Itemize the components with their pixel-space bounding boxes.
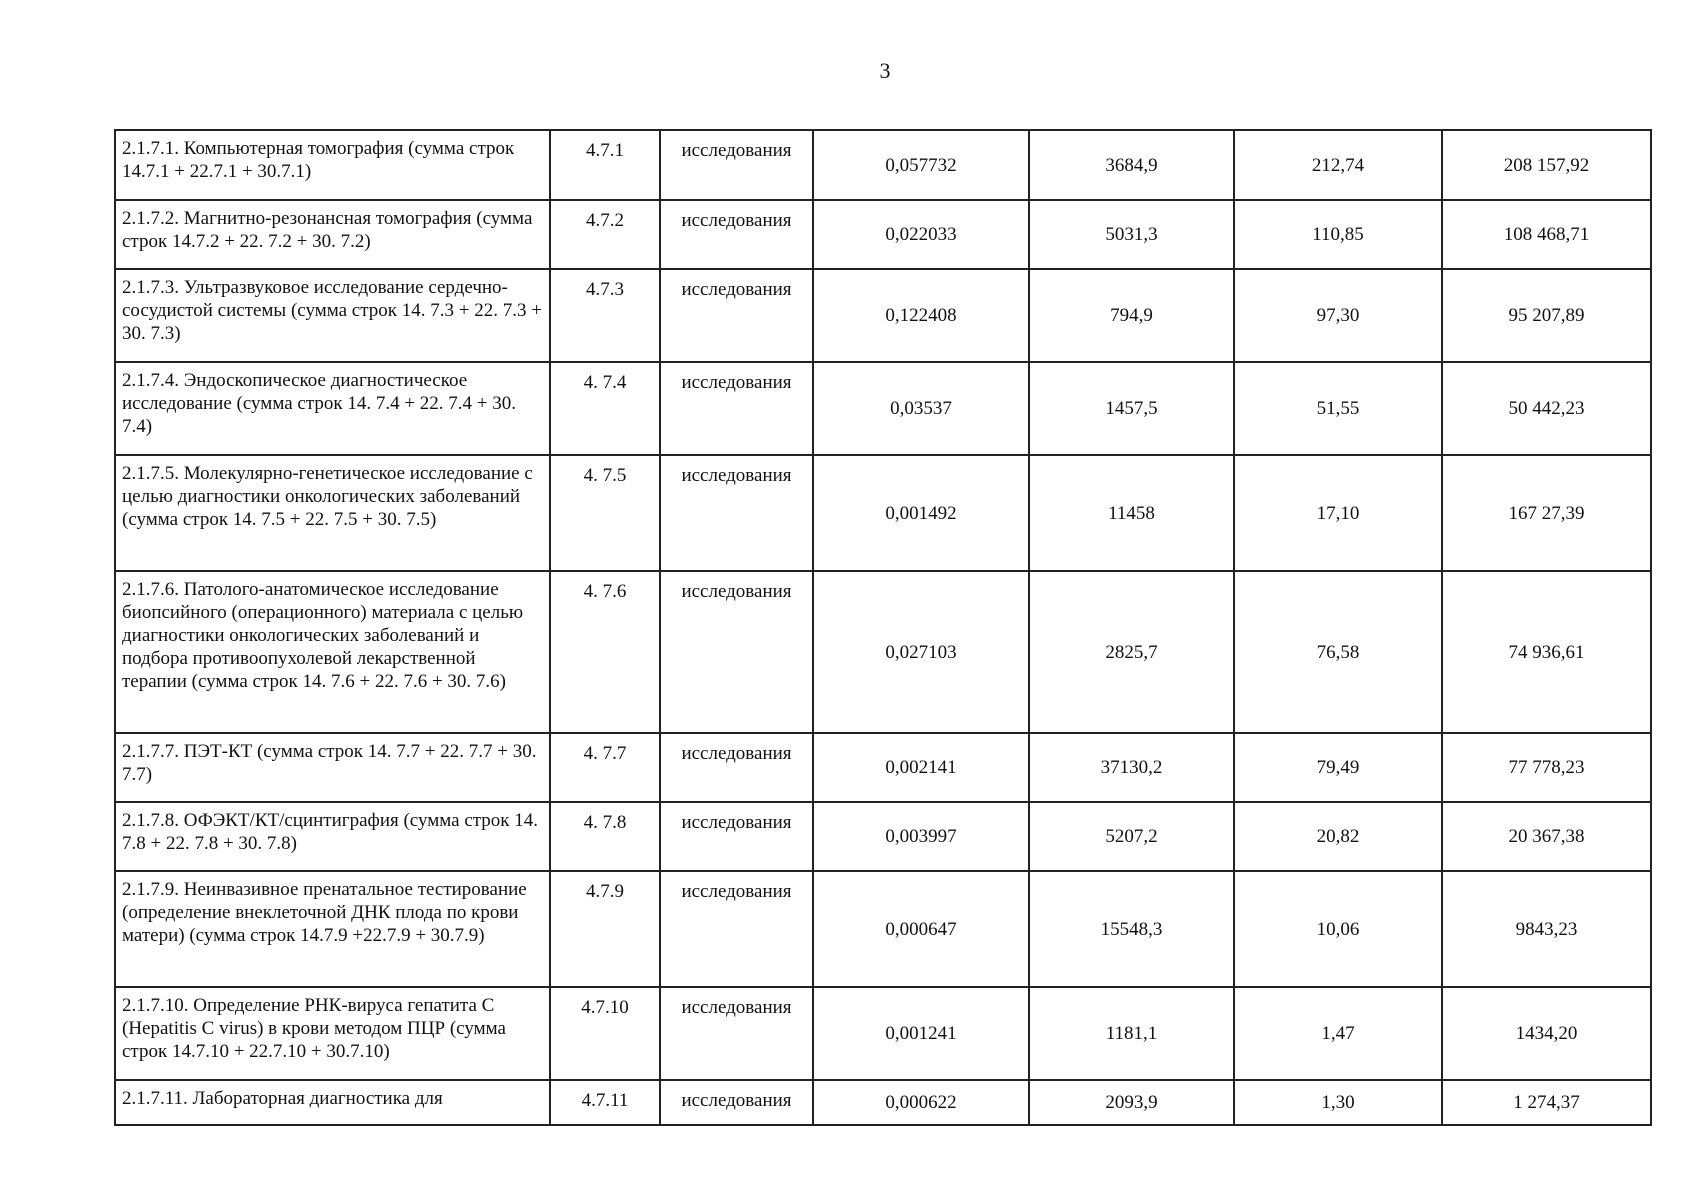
value-3: 51,55 (1234, 362, 1442, 455)
value-4: 77 778,23 (1442, 733, 1651, 802)
value-1: 0,001492 (813, 455, 1029, 571)
value-4: 50 442,23 (1442, 362, 1651, 455)
value-3: 20,82 (1234, 802, 1442, 871)
service-name: 2.1.7.4. Эндоскопическое диагностическое исследование (сумма строк 14. 7.4 + 22. 7.4 + 30. 7.4) (115, 362, 550, 455)
value-1: 0,022033 (813, 200, 1029, 269)
page-number: 3 (879, 58, 891, 83)
value-2: 5031,3 (1029, 200, 1234, 269)
unit-of-measure: исследования (660, 733, 813, 802)
row-code: 4.7.9 (550, 871, 660, 987)
value-3: 110,85 (1234, 200, 1442, 269)
unit-of-measure: исследования (660, 987, 813, 1080)
value-3: 17,10 (1234, 455, 1442, 571)
value-4: 1434,20 (1442, 987, 1651, 1080)
row-code: 4.7.3 (550, 269, 660, 362)
value-2: 2093,9 (1029, 1080, 1234, 1125)
value-1: 0,001241 (813, 987, 1029, 1080)
value-3: 79,49 (1234, 733, 1442, 802)
unit-of-measure: исследования (660, 455, 813, 571)
table-row (115, 362, 1651, 455)
service-name: 2.1.7.5. Молекулярно-генетическое исследование с целью диагностики онкологических заболеваний (сумма строк 14. 7.5 + 22. 7.5 + 30. 7.5) (115, 455, 550, 571)
service-name: 2.1.7.9. Неинвазивное пренатальное тестирование (определение внеклеточной ДНК плода по крови матери) (сумма строк 14.7.9 +22.7.9 + 30.7.9) (115, 871, 550, 987)
services-table (114, 129, 1652, 1126)
row-code: 4.7.1 (550, 130, 660, 200)
value-4: 108 468,71 (1442, 200, 1651, 269)
row-code: 4.7.10 (550, 987, 660, 1080)
service-name: 2.1.7.3. Ультразвуковое исследование сердечно-сосудистой системы (сумма строк 14. 7.3 + 22. 7.3 + 30. 7.3) (115, 269, 550, 362)
value-4: 95 207,89 (1442, 269, 1651, 362)
row-code: 4. 7.6 (550, 571, 660, 733)
value-3: 97,30 (1234, 269, 1442, 362)
value-2: 3684,9 (1029, 130, 1234, 200)
service-name: 2.1.7.8. ОФЭКТ/КТ/сцинтиграфия (сумма строк 14. 7.8 + 22. 7.8 + 30. 7.8) (115, 802, 550, 871)
unit-of-measure: исследования (660, 1080, 813, 1125)
table-row (115, 1080, 1651, 1125)
value-2: 5207,2 (1029, 802, 1234, 871)
value-4: 20 367,38 (1442, 802, 1651, 871)
value-2: 11458 (1029, 455, 1234, 571)
service-name: 2.1.7.2. Магнитно-резонансная томография (сумма строк 14.7.2 + 22. 7.2 + 30. 7.2) (115, 200, 550, 269)
table-row (115, 987, 1651, 1080)
service-name: 2.1.7.7. ПЭТ-КТ (сумма строк 14. 7.7 + 22. 7.7 + 30. 7.7) (115, 733, 550, 802)
value-2: 37130,2 (1029, 733, 1234, 802)
value-4: 167 27,39 (1442, 455, 1651, 571)
value-2: 794,9 (1029, 269, 1234, 362)
value-3: 212,74 (1234, 130, 1442, 200)
unit-of-measure: исследования (660, 802, 813, 871)
unit-of-measure: исследования (660, 871, 813, 987)
value-1: 0,03537 (813, 362, 1029, 455)
value-1: 0,122408 (813, 269, 1029, 362)
table-row (115, 200, 1651, 269)
unit-of-measure: исследования (660, 130, 813, 200)
value-1: 0,000622 (813, 1080, 1029, 1125)
value-4: 74 936,61 (1442, 571, 1651, 733)
unit-of-measure: исследования (660, 571, 813, 733)
value-3: 1,47 (1234, 987, 1442, 1080)
service-name: 2.1.7.10. Определение РНК-вируса гепатита C (Hepatitis C virus) в крови методом ПЦР (сумма строк 14.7.10 + 22.7.10 + 30.7.10) (115, 987, 550, 1080)
unit-of-measure: исследования (660, 200, 813, 269)
table-row (115, 733, 1651, 802)
unit-of-measure: исследования (660, 362, 813, 455)
table-row (115, 269, 1651, 362)
value-4: 208 157,92 (1442, 130, 1651, 200)
row-code: 4. 7.4 (550, 362, 660, 455)
table-row (115, 455, 1651, 571)
service-name: 2.1.7.1. Компьютерная томография (сумма строк 14.7.1 + 22.7.1 + 30.7.1) (115, 130, 550, 200)
row-code: 4.7.11 (550, 1080, 660, 1125)
value-2: 2825,7 (1029, 571, 1234, 733)
value-3: 1,30 (1234, 1080, 1442, 1125)
row-code: 4. 7.8 (550, 802, 660, 871)
value-2: 1457,5 (1029, 362, 1234, 455)
service-name: 2.1.7.11. Лабораторная диагностика для (115, 1080, 550, 1125)
row-code: 4.7.2 (550, 200, 660, 269)
value-1: 0,000647 (813, 871, 1029, 987)
row-code: 4. 7.5 (550, 455, 660, 571)
value-3: 76,58 (1234, 571, 1442, 733)
table-row (115, 802, 1651, 871)
value-4: 9843,23 (1442, 871, 1651, 987)
value-2: 1181,1 (1029, 987, 1234, 1080)
row-code: 4. 7.7 (550, 733, 660, 802)
value-1: 0,002141 (813, 733, 1029, 802)
value-3: 10,06 (1234, 871, 1442, 987)
value-2: 15548,3 (1029, 871, 1234, 987)
service-name: 2.1.7.6. Патолого-анатомическое исследование биопсийного (операционного) материала с целью диагностики онкологических заболеваний и подбора противоопухолевой лекарственной терапии (сумма строк 14. 7.6 + 22. 7.6 + 30. 7.6) (115, 571, 550, 733)
value-1: 0,027103 (813, 571, 1029, 733)
value-1: 0,057732 (813, 130, 1029, 200)
table-row (115, 571, 1651, 733)
table-row (115, 130, 1651, 200)
table-row (115, 871, 1651, 987)
value-4: 1 274,37 (1442, 1080, 1651, 1125)
value-1: 0,003997 (813, 802, 1029, 871)
unit-of-measure: исследования (660, 269, 813, 362)
